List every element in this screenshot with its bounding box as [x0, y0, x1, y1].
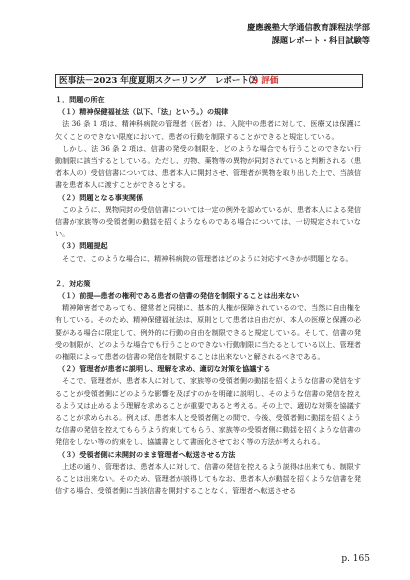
paragraph: 法 36 条 1 項は、精神科病院の管理者（医者）は、入院中の患者に対して、医療又は保護に欠くことのできない限度において、患者の行動を制限することができると規定している。: [55, 119, 361, 141]
section-spacer: [55, 265, 361, 278]
page-number: p. 165: [341, 554, 370, 564]
header: [247, 21, 370, 47]
subsection-heading: （３）問題提起: [58, 241, 108, 251]
grade-label: S 評価: [252, 76, 279, 86]
section-heading: ２．対応策: [55, 278, 91, 288]
subsection-heading: （２）管理者が患者に説明し、理解を求め、適切な対策を協議する: [58, 364, 271, 374]
subsection-heading: （１）前提―患者の権利である患者の信書の発信を制限することは出来ない: [58, 291, 300, 301]
subsection-heading: （３）受領者側に未開封のまま管理者へ転送させる方法: [58, 449, 236, 459]
report-title: 医事法－2023 年度夏期スクーリング レポート⑵: [59, 76, 258, 86]
paragraph: そこで、このような場合に、精神科病院の管理者はどのように対応すべきかが問題となる。: [62, 253, 353, 263]
header-category: 課題レポート・科目試験等: [271, 35, 370, 45]
header-institution: 慶應義塾大学通信教育課程法学部: [247, 22, 370, 32]
subsection-heading: （２）問題となる事実関係: [58, 192, 144, 202]
paragraph: 上述の通り、管理者は、患者本人に対して、信書の発信を控えるよう説得は出来ても、制限することは出来ない。そのため、管理者が説得してもなお、患者本人が動揺を招くような信書を発信する場合、受領者側に当該信書を開封することなく、管理者へ転送させる: [55, 461, 361, 496]
paragraph: このように、異物同封の受信信書については一定の例外を認めているが、患者本人による発信信書が家族等の受領者側の動揺を招くようなものである場合については、一切規定されていない。: [55, 204, 361, 239]
subsection-heading: （１）精神保健福祉法（以下、「法」という。）の規律: [58, 107, 229, 117]
report-body: [55, 94, 361, 498]
title-box: [55, 74, 363, 88]
paragraph: しかし、法 36 条 2 項は、信書の発受の制限を、どのような場合でも行うことのできない行動制限に該当するとしている。ただし、刃物、薬物等の異物が同封されていると判断される（患者本人の）受信信書については、患者本人に開封させ、管理者が異物を取り出した上で、当該信書を患者本人に渡すことができるとする。: [55, 143, 361, 190]
paragraph: そこで、管理者が、患者本人に対して、家族等の受領者側の動揺を招くような信書の発信をすることが受領者側にどのような影響を及ぼすのかを明確に説明し、そのような信書の発信を控えるよう又は止めるよう理解を求めることが重要であると考える。その上で、適切な対策を協議することが求められる。例えば、患者本人と受領者側との間で、今後、受領者側に動揺を招くような信書の発信を控えてもらうよう約束してもらう、家族等の受領者側に動揺を招くような信書の発信をしない等の約束をし、協議書として書面化させておく等の方法が考えられる。: [55, 376, 361, 447]
section-heading: １．問題の所在: [55, 95, 105, 104]
paragraph: 精神障害者であっても、健常者と同様に、基本的人権が保障されているので、当然に自由権を有している。そのため、精神保健福祉法は、原則として患者は自由だが、本人の医療と保護の必要がある場合に限定して、例外的に行動の自由を制限できると規定している。そして、信書の発受の制限が、どのような場合でも行うことのできない行動制限に当たるとしている以上、管理者の権限によって患者の信書の発信を制限することは出来ないと解されるべきである。: [55, 303, 361, 362]
